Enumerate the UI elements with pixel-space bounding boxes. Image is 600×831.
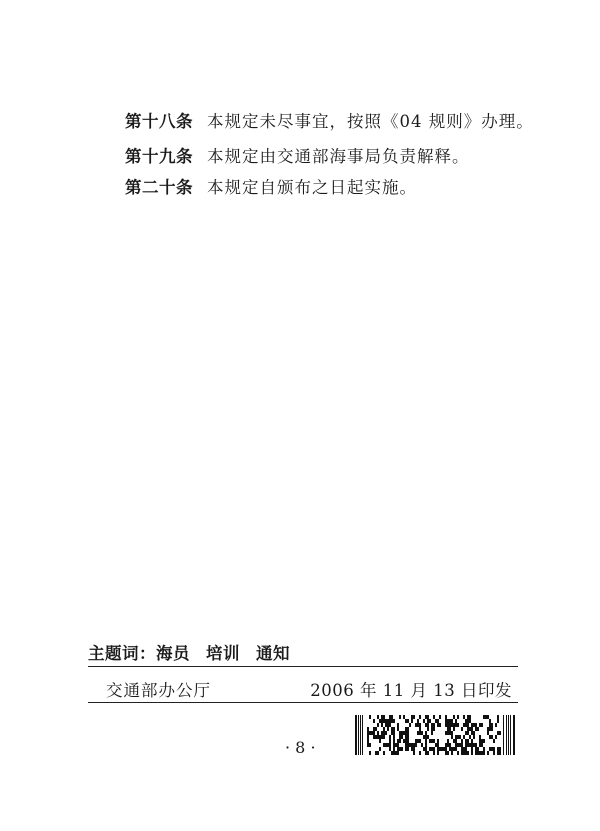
page-number: · 8 ·: [285, 738, 316, 757]
divider-top: [88, 666, 518, 667]
issuing-office: 交通部办公厅: [106, 681, 211, 700]
keyword: 海员: [156, 644, 190, 663]
keyword: 通知: [256, 644, 290, 663]
keyword: 培训: [206, 644, 240, 663]
keywords-line: [88, 640, 290, 664]
2d-barcode-icon: [355, 715, 515, 755]
article-number: 第二十条: [125, 178, 193, 197]
article-text: 本规定由交通部海事局负责解释。: [207, 147, 470, 166]
keywords-label: 主题词：: [88, 644, 156, 663]
article-20: [125, 178, 417, 198]
article-text: 本规定未尽事宜，按照《04 规则》办理。: [207, 112, 534, 131]
article-18: [125, 112, 534, 132]
article-19: [125, 147, 470, 167]
divider-bottom: [88, 702, 518, 703]
article-number: 第十九条: [125, 147, 193, 166]
article-text: 本规定自颁布之日起实施。: [207, 178, 417, 197]
article-number: 第十八条: [125, 112, 193, 131]
issue-date: 2006 年 11 月 13 日印发: [310, 681, 512, 700]
